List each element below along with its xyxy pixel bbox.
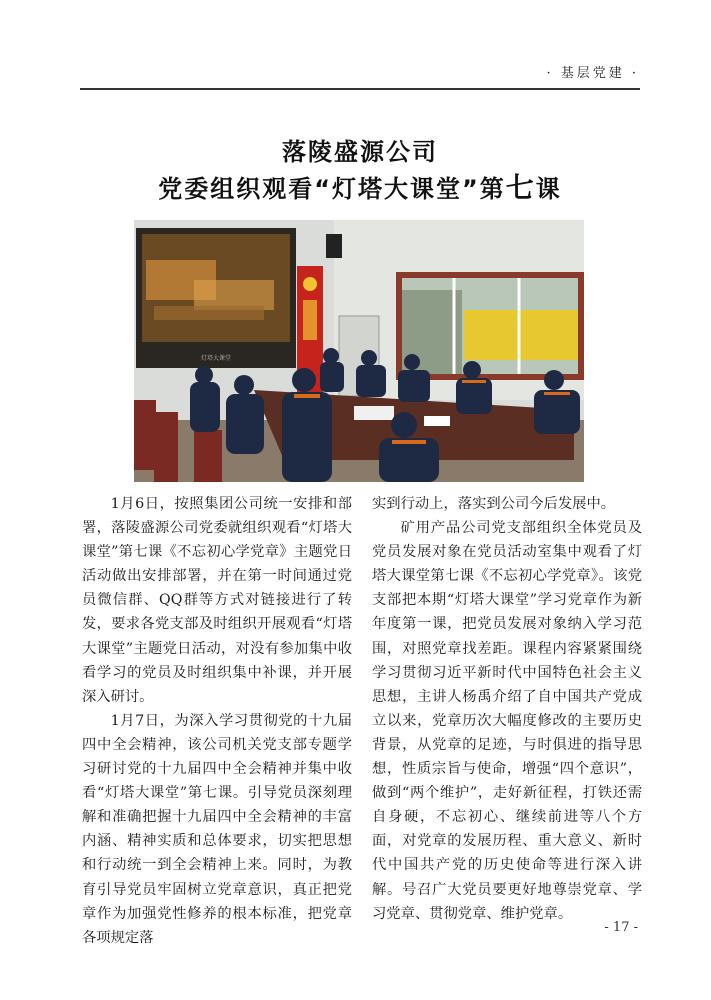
header-rule xyxy=(80,88,640,90)
page-number: - 17 - xyxy=(604,920,638,935)
section-header: · 基层党建 · xyxy=(546,66,639,81)
title-line-2-number: 七 xyxy=(505,171,536,204)
title-line-2-suffix: 课 xyxy=(535,175,562,203)
body-column-left xyxy=(82,492,352,950)
title-line-2 xyxy=(80,170,640,207)
title-line-2-prefix: 党委组织观看“灯塔大课堂”第 xyxy=(158,175,506,203)
body-paragraph: 1月6日，按照集团公司统一安排和部署，落陵盛源公司党委就组织观看“灯塔大课堂”第七课《不忘初心学党章》主题党日活动做出安排部署，并在第一时间通过党员微信群、QQ群等方式对链接进行了转发，要求各党支部及时组织开展观看“灯塔大课堂”主题党日活动，对没有参加集中收看学习的党员及时组织集中补课，并开展深入研讨。 xyxy=(82,496,352,705)
body-paragraph: 1月7日，为深入学习贯彻党的十九届四中全会精神，该公司机关党支部专题学习研讨党的十九届四中全会精神并集中收看“灯塔大课堂”第七课。引导党员深刻理解和准确把握十九届四中全会精神的丰富内涵、精神实质和总体要求，切实把思想和行动统一到全会精神上来。同时，为教育引导党员牢固树立党章意识，真正把党章作为加强党性修养的根本标准，把党章各项规定落 xyxy=(82,712,352,946)
body-paragraph: 矿用产品公司党支部组织全体党员及党员发展对象在党员活动室集中观看了灯塔大课堂第七课《不忘初心学党章》。该党支部把本期“灯塔大课堂”学习党章作为新年度第一课，把党员发展对象纳入学习范围，对照党章找差距。课程内容紧紧围绕学习贯彻习近平新时代中国特色社会主义思想，主讲人杨禹介绍了自中国共产党成立以来，党章历次大幅度修改的主要历史背景，从党章的足迹，与时俱进的指导思想，性质宗旨与使命，增强“四个意识”，做到“两个维护”，走好新征程，打铁还需自身硬，不忘初心、继续前进等八个方面，对党章的发展历程、重大意义、新时代中国共产党的历史使命等进行深入讲解。号召广大党员要更好地尊崇党章、学习党章、贯彻党章、维护党章。 xyxy=(372,520,642,922)
meeting-photo-illustration xyxy=(134,220,584,482)
title-line-1: 落陵盛源公司 xyxy=(282,138,438,166)
meeting-photo xyxy=(134,220,584,482)
body-paragraph-continued: 实到行动上，落实到公司今后发展中。 xyxy=(372,496,616,512)
screen-caption: 灯塔大课堂 xyxy=(200,355,232,362)
body-column-right xyxy=(372,492,642,926)
article-title xyxy=(80,134,640,207)
